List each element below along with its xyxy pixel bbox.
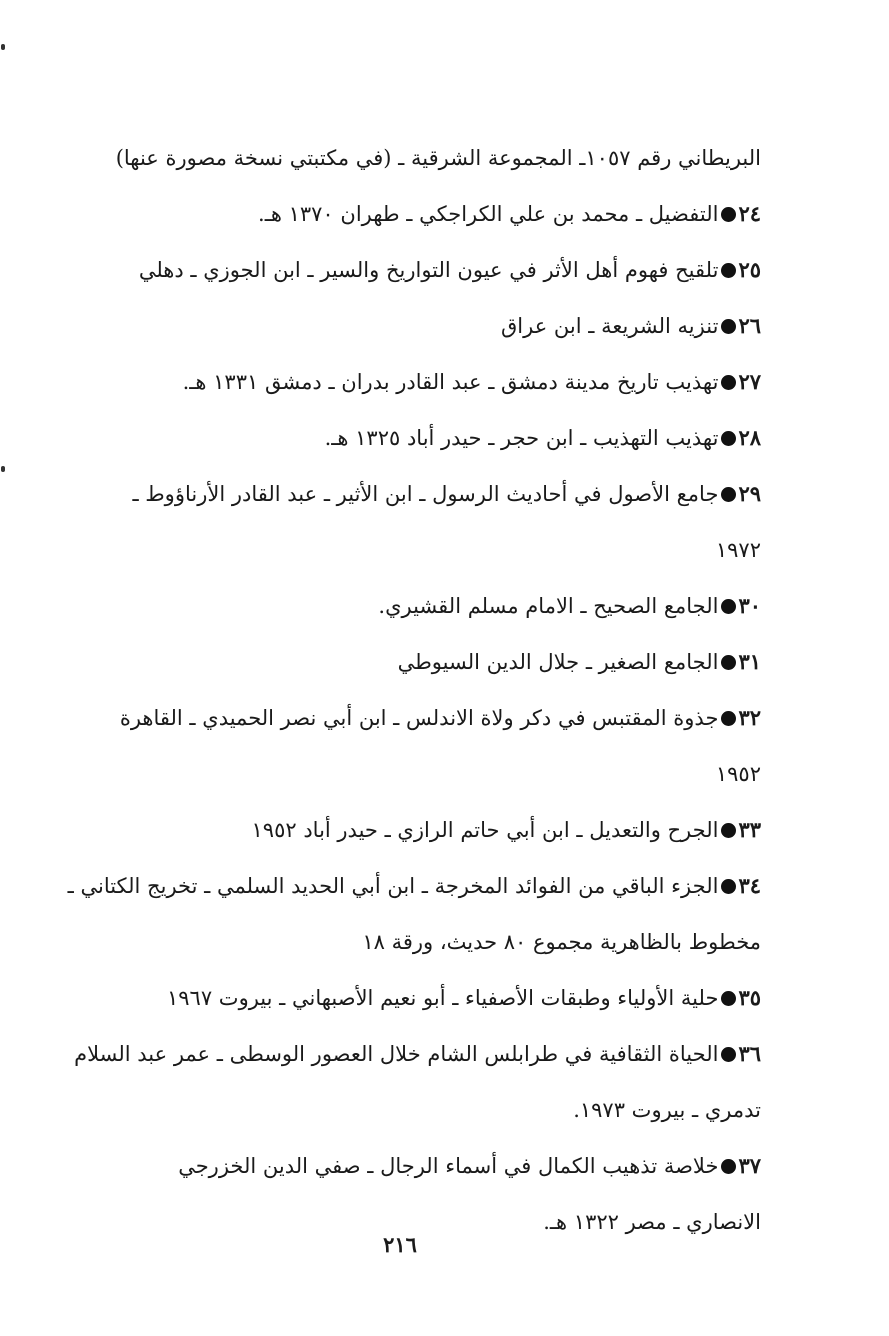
entry-first-line <box>88 1138 761 1194</box>
bullet-icon <box>721 711 736 726</box>
entry-first-line <box>88 242 761 298</box>
entry-text: جامع الأصول في أحاديث الرسول ـ ابن الأثير ـ عبد القادر الأرناؤوط ـ <box>132 482 719 506</box>
entry-text: تدمري ـ بيروت ١٩٧٣. <box>573 1098 761 1122</box>
entry-number: ٣٢ <box>738 705 761 730</box>
entry-text: الجامع الصغير ـ جلال الدين السيوطي <box>397 650 719 674</box>
entry-text: تنزيه الشريعة ـ ابن عراق <box>501 314 719 338</box>
entry-text: تلقيح فهوم أهل الأثر في عيون التواريخ والسير ـ ابن الجوزي ـ دهلي <box>138 258 719 282</box>
entry-number: ٢٨ <box>738 425 761 450</box>
entry-text: الجامع الصحيح ـ الامام مسلم القشيري. <box>378 594 719 618</box>
bibliography-entry <box>74 1026 761 1138</box>
entry-text: تهذيب تاريخ مدينة دمشق ـ عبد القادر بدران ـ دمشق ١٣٣١ هـ. <box>182 370 719 394</box>
entry-number: ٣٧ <box>738 1153 761 1178</box>
entry-text: التفضيل ـ محمد بن علي الكراجكي ـ طهران ١٣٧٠ هـ. <box>258 202 719 226</box>
bibliography-entry <box>88 186 761 242</box>
bibliography-entry <box>88 802 761 858</box>
bibliography-entry <box>88 354 761 410</box>
bibliography-entry <box>88 970 761 1026</box>
entry-number: ٢٧ <box>738 369 761 394</box>
entry-number: ٢٥ <box>738 257 761 282</box>
bibliography-entry <box>88 298 761 354</box>
entry-text: خلاصة تذهيب الكمال في أسماء الرجال ـ صفي الدين الخزرجي <box>178 1154 719 1178</box>
entry-continuation-line <box>88 1082 761 1138</box>
entry-text: ١٩٧٢ <box>715 538 761 562</box>
entry-text: الجرح والتعديل ـ ابن أبي حاتم الرازي ـ حيدر أباد ١٩٥٢ <box>251 818 719 842</box>
entry-number: ٣٠ <box>738 593 761 618</box>
entry-first-line <box>88 578 761 634</box>
bullet-icon <box>721 375 736 390</box>
entry-number: ٣٥ <box>738 985 761 1010</box>
bullet-icon <box>721 431 736 446</box>
entry-continuation-line <box>88 522 761 578</box>
entry-first-line <box>67 858 761 914</box>
bullet-icon <box>721 991 736 1006</box>
bibliography-entry <box>88 242 761 298</box>
bibliography-entry <box>88 690 761 802</box>
entry-text: مخطوط بالظاهرية مجموع ٨٠ حديث، ورقة ١٨ <box>362 930 761 954</box>
bibliography-list <box>67 130 761 1250</box>
bibliography-entry <box>88 578 761 634</box>
entry-first-line <box>88 802 761 858</box>
bullet-icon <box>721 1047 736 1062</box>
scan-speck <box>1 44 5 50</box>
entry-number: ٣٤ <box>738 873 761 898</box>
entry-text: الانصاري ـ مصر ١٣٢٢ هـ. <box>543 1210 761 1234</box>
entry-number: ٣٦ <box>738 1041 761 1066</box>
bullet-icon <box>721 263 736 278</box>
entry-first-line <box>88 466 761 522</box>
entry-number: ٢٩ <box>738 481 761 506</box>
entry-text: جذوة المقتبس في دكر ولاة الاندلس ـ ابن أبي نصر الحميدي ـ القاهرة <box>119 706 719 730</box>
bullet-icon <box>721 319 736 334</box>
entry-number: ٢٦ <box>738 313 761 338</box>
entry-text: تهذيب التهذيب ـ ابن حجر ـ حيدر أباد ١٣٢٥ هـ. <box>324 426 719 450</box>
entry-first-line <box>74 1026 761 1082</box>
entry-text: ١٩٥٢ <box>715 762 761 786</box>
entry-continuation-line <box>88 914 761 970</box>
entry-text: الحياة الثقافية في طرابلس الشام خلال العصور الوسطى ـ عمر عبد السلام <box>74 1042 719 1066</box>
scan-speck <box>1 466 5 472</box>
bibliography-entry <box>88 466 761 578</box>
entry-first-line <box>88 298 761 354</box>
entry-text: الجزء الباقي من الفوائد المخرجة ـ ابن أبي الحديد السلمي ـ تخريج الكتاني ـ <box>67 874 719 898</box>
entry-first-line <box>88 970 761 1026</box>
entry-first-line <box>88 186 761 242</box>
entry-number: ٣١ <box>738 649 761 674</box>
bibliography-entry <box>88 634 761 690</box>
page-number: ٢١٦ <box>383 1232 417 1257</box>
entry-number: ٢٤ <box>738 201 761 226</box>
entries-container <box>67 186 761 1250</box>
entry-text: حلية الأولياء وطبقات الأصفياء ـ أبو نعيم الأصبهاني ـ بيروت ١٩٦٧ <box>167 986 719 1010</box>
entry-first-line <box>88 690 761 746</box>
entry-first-line <box>88 634 761 690</box>
bullet-icon <box>721 207 736 222</box>
bullet-icon <box>721 823 736 838</box>
bullet-icon <box>721 487 736 502</box>
bibliography-entry <box>67 858 761 970</box>
entry-first-line <box>88 410 761 466</box>
bibliography-entry <box>88 410 761 466</box>
continued-line: البريطاني رقم ١٠٥٧ـ المجموعة الشرقية ـ (في مكتبتي نسخة مصورة عنها) <box>115 146 761 170</box>
bullet-icon <box>721 599 736 614</box>
entry-continuation-line <box>88 746 761 802</box>
entry-number: ٣٣ <box>738 817 761 842</box>
entry-first-line <box>88 354 761 410</box>
bullet-icon <box>721 1159 736 1174</box>
bullet-icon <box>721 655 736 670</box>
bullet-icon <box>721 879 736 894</box>
